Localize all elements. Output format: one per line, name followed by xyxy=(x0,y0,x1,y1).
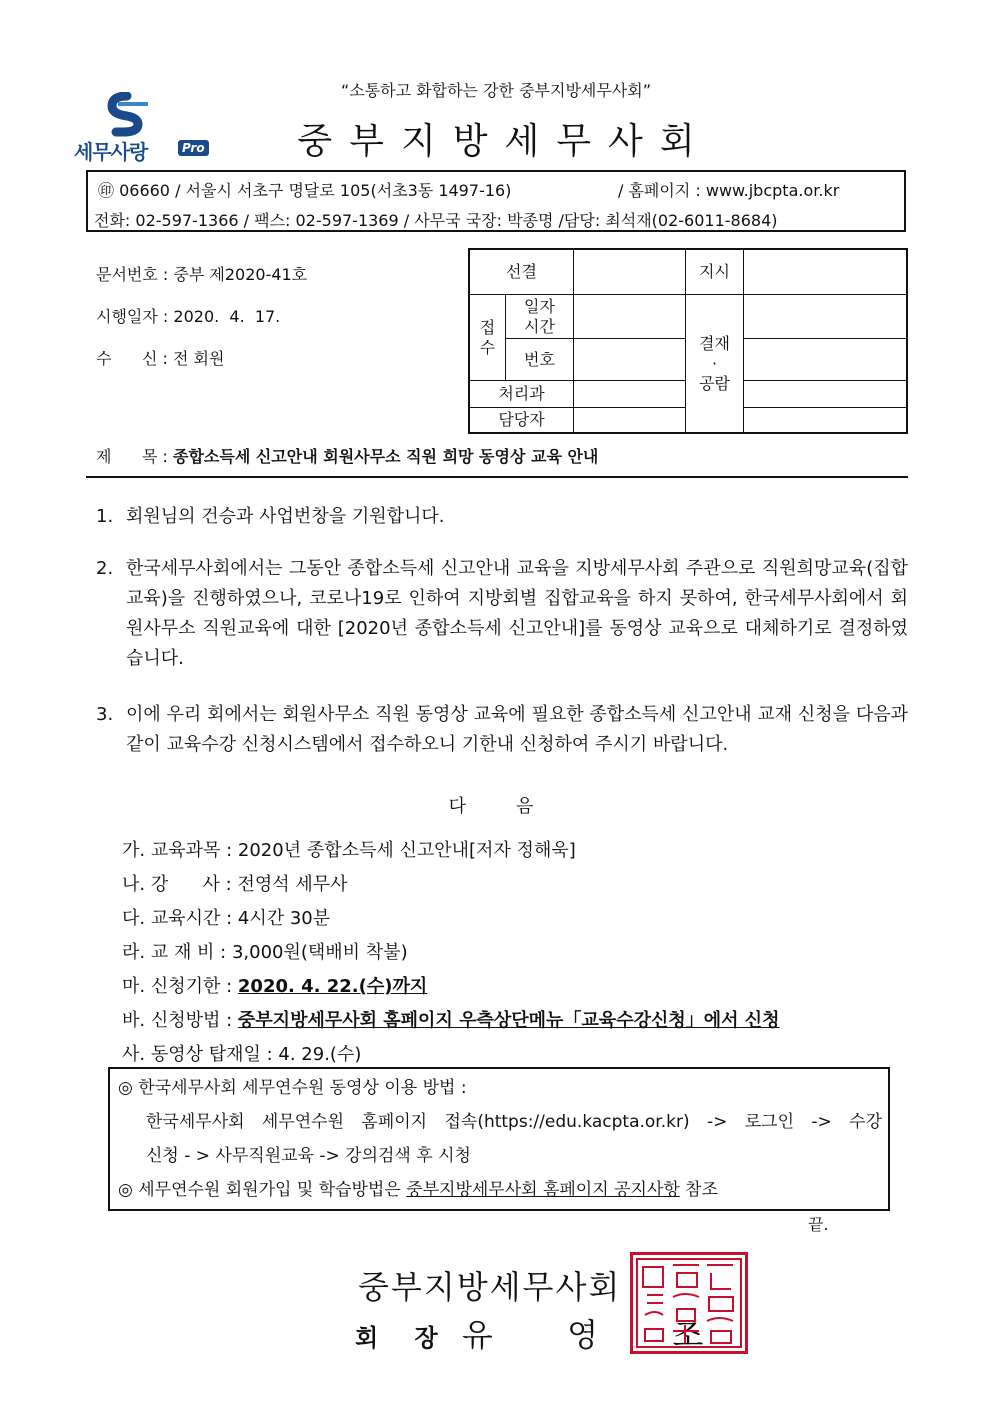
cell-jisi-value xyxy=(744,250,906,295)
contact-box xyxy=(86,170,906,232)
cell-jeopsu: 접 수 xyxy=(470,295,506,381)
logo-badge: Pro xyxy=(178,140,209,156)
note-line-2: 한국세무사회 세무연수원 홈페이지 접속(https://edu.kacpta.or.kr) -> 로그인 -> 수강 xyxy=(146,1112,882,1132)
item-value: 중부지방세무사회 홈페이지 우측상단메뉴「교육수강신청」에서 신청 xyxy=(237,1010,780,1031)
subject-text: 종합소득세 신고안내 회원사무소 직원 희망 동영상 교육 안내 xyxy=(173,447,599,466)
item-value: 2020. 4. 22.(수)까지 xyxy=(237,976,428,997)
approval-table xyxy=(468,248,908,434)
notice-link[interactable]: 중부지방세무사회 홈페이지 공지사항 xyxy=(406,1180,680,1200)
issue-date-value: 2020. 4. 17. xyxy=(173,307,281,326)
cell-beonho: 번호 xyxy=(506,339,574,381)
item-upload-date xyxy=(122,1040,361,1066)
paragraph-number: 3. xyxy=(96,704,114,725)
note-line-4 xyxy=(118,1173,718,1207)
item-value: 3,000원(택배비 착불) xyxy=(231,942,408,963)
note-line-4-suffix: 참조 xyxy=(679,1180,718,1200)
doc-number-value: 중부 제2020-41호 xyxy=(173,265,308,284)
cell-cheorigwa: 처리과 xyxy=(470,381,574,408)
item-label: 바. 신청방법 : xyxy=(122,1010,233,1031)
subject xyxy=(96,444,598,467)
item-value: 4. 29.(수) xyxy=(278,1044,362,1065)
paragraph-number: 2. xyxy=(96,558,114,579)
item-value: 4시간 30분 xyxy=(237,908,331,929)
paragraph-3 xyxy=(96,700,908,760)
paragraph-text: 회원님의 건승과 사업번창을 기원합니다. xyxy=(126,506,445,527)
org-title: 중부지방세무사회 xyxy=(297,121,712,162)
cell-gyeoljae-4 xyxy=(744,408,906,432)
recipient-value: 전 회원 xyxy=(173,349,225,368)
doc-number xyxy=(96,262,307,285)
paragraph-2 xyxy=(96,554,908,674)
logo-text: 세무사랑 xyxy=(74,140,148,164)
cell-gyeoljae-2 xyxy=(744,339,906,381)
divider xyxy=(86,476,908,478)
recipient xyxy=(96,346,224,369)
cell-seongyeol: 선결 xyxy=(470,250,574,295)
recipient-label: 수 신 : xyxy=(96,349,168,368)
cell-gyeoljae: 결재 · 공람 xyxy=(686,295,744,432)
paragraph-1 xyxy=(96,502,908,532)
item-subject xyxy=(122,836,576,862)
item-label: 마. 신청기한 : xyxy=(122,976,233,997)
item-instructor xyxy=(122,870,348,896)
note-line-3: 신청 - > 사무직원교육 -> 강의검색 후 시청 xyxy=(146,1146,471,1166)
item-deadline xyxy=(122,972,427,998)
paragraph-number: 1. xyxy=(96,506,114,527)
item-fee xyxy=(122,938,408,964)
doc-number-label: 문서번호 : xyxy=(96,265,169,284)
signature-name: 유 영 조 xyxy=(461,1316,722,1354)
address: ㊞ 06660 / 서울시 서초구 명달로 105(서초3동 1497-16) xyxy=(98,181,512,200)
signature-title: 회 장 xyxy=(355,1324,452,1352)
cell-cheorigwa-value xyxy=(574,381,686,408)
cell-beonho-value xyxy=(574,339,686,381)
cell-ilja-value xyxy=(574,295,686,339)
note-box xyxy=(108,1067,890,1211)
item-label: 다. 교육시간 : xyxy=(122,908,233,929)
cell-damdangja-value xyxy=(574,408,686,432)
paragraph-text: 한국세무사회에서는 그동안 종합소득세 신고안내 교육을 지방세무사회 주관으로 직원희망교육(집합교육)을 진행하였으나, 코로나19로 인하여 지방회별 집합교육을 하지 못하여, 한국세무사회에서 회원사무소 직원교육에 대한 [2020년 종합소득세 신고안내]를 동영상 교육으로 대체하기로 결정하였습니다. xyxy=(126,558,908,669)
item-duration xyxy=(122,904,330,930)
signature-org: 중부지방세무사회 xyxy=(358,1268,622,1306)
cell-seongyeol-value xyxy=(574,250,686,295)
slogan: “소통하고 화합하는 강한 중부지방세무사회” xyxy=(340,81,652,100)
note-line-4-prefix: ◎ 세무연수원 회원가입 및 학습방법은 xyxy=(118,1180,407,1200)
item-method xyxy=(122,1006,780,1032)
cell-damdangja: 담당자 xyxy=(470,408,574,432)
item-label: 가. 교육과목 : xyxy=(122,840,233,861)
issue-date-label: 시행일자 : xyxy=(96,307,169,326)
da-eum: 다음 xyxy=(448,796,584,817)
cell-jisi: 지시 xyxy=(686,250,744,295)
phone-line: 전화: 02-597-1366 / 팩스: 02-597-1369 / 사무국 국장: 박종명 /담당: 최석재(02-6011-8684) xyxy=(94,211,778,230)
item-value: 2020년 종합소득세 신고안내[저자 정해욱] xyxy=(237,840,576,861)
item-label: 라. 교 재 비 : xyxy=(122,942,227,963)
cell-gyeoljae-1 xyxy=(744,295,906,339)
seal-glyphs-icon xyxy=(633,1255,745,1351)
cell-ilja-sigan: 일자 시간 xyxy=(506,295,574,339)
item-value: 전영석 세무사 xyxy=(237,874,348,895)
item-label: 사. 동영상 탑재일 : xyxy=(122,1044,273,1065)
end-mark: 끝. xyxy=(808,1215,829,1234)
logo-s-icon xyxy=(72,92,212,142)
cell-gyeoljae-3 xyxy=(744,381,906,408)
official-seal xyxy=(630,1252,748,1354)
issue-date xyxy=(96,304,280,327)
note-line-1: ◎ 한국세무사회 세무연수원 동영상 이용 방법 : xyxy=(118,1078,467,1098)
paragraph-text: 이에 우리 회에서는 회원사무소 직원 동영상 교육에 필요한 종합소득세 신고안내 교재 신청을 다음과 같이 교육수강 신청시스템에서 접수하오니 기한내 신청하여 주시기 바랍니다. xyxy=(126,704,908,755)
homepage: / 홈페이지 : www.jbcpta.or.kr xyxy=(618,181,840,200)
item-label: 나. 강 사 : xyxy=(122,874,232,895)
subject-label: 제 목 : xyxy=(96,447,168,466)
